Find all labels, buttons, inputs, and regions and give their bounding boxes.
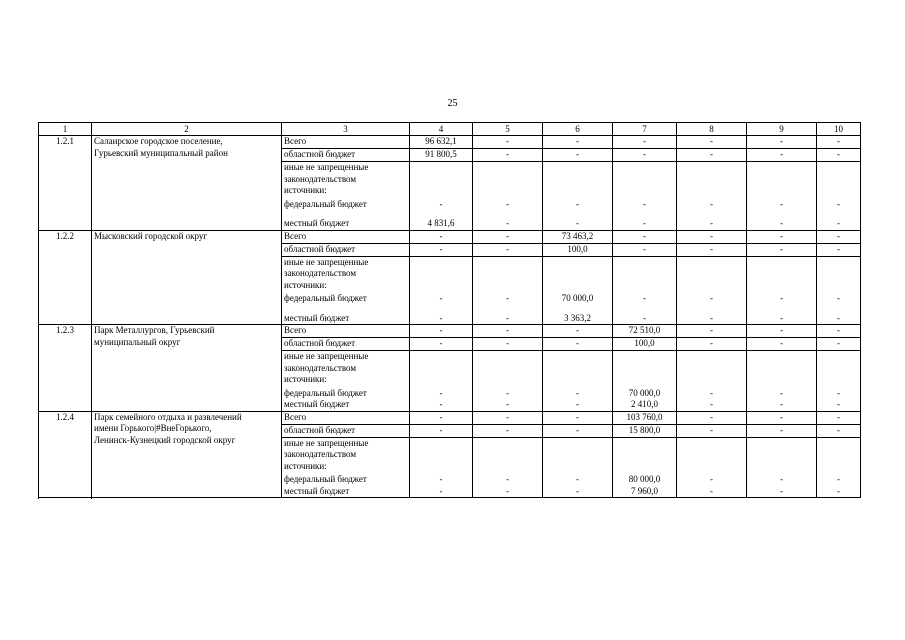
source-other-line: иные не запрещенные	[284, 162, 369, 172]
spacer	[819, 210, 858, 218]
value-cell: -	[473, 424, 543, 437]
value-cell-block	[613, 351, 677, 412]
source-other-line: источники:	[284, 279, 327, 290]
spacer	[615, 351, 674, 388]
local-value: -	[710, 399, 713, 409]
value-cell: -	[543, 136, 613, 149]
local-value: -	[439, 312, 443, 323]
value-cell: -	[747, 149, 817, 162]
value-cell: -	[677, 325, 747, 338]
value-cell: -	[817, 424, 861, 437]
local-value: -	[780, 218, 783, 228]
federal-value: -	[837, 387, 840, 398]
value-cell: -	[410, 411, 473, 424]
value-cell: -	[747, 338, 817, 351]
source-regional: областной бюджет	[282, 424, 410, 437]
header-cell: 9	[747, 123, 817, 136]
value-cell-block	[473, 256, 543, 325]
item-name	[92, 230, 282, 325]
value-cell: -	[677, 149, 747, 162]
spacer	[475, 305, 540, 313]
spacer	[412, 162, 470, 199]
spacer	[475, 210, 540, 218]
federal-value: -	[576, 198, 579, 209]
local-value: -	[837, 399, 840, 409]
item-name-line: Ленинск-Кузнецкий городской округ	[94, 434, 236, 445]
value-cell-block	[473, 351, 543, 412]
value-cell-block	[543, 437, 613, 498]
value-cell: -	[410, 338, 473, 351]
value-cell: -	[473, 136, 543, 149]
federal-value: -	[710, 474, 713, 484]
value-cell-block	[543, 351, 613, 412]
value-cell-block	[677, 162, 747, 231]
value-cell-block	[677, 256, 747, 325]
federal-value: -	[439, 198, 443, 209]
spacer	[679, 305, 744, 313]
spacer	[615, 257, 674, 294]
federal-value: -	[837, 293, 840, 303]
value-cell-block	[747, 437, 817, 498]
value-cell: -	[613, 136, 677, 149]
federal-value: 80 000,0	[628, 474, 661, 484]
value-cell: -	[613, 230, 677, 243]
header-cell: 10	[817, 123, 861, 136]
spacer	[749, 351, 814, 388]
header-cell: 4	[410, 123, 473, 136]
federal-value: -	[837, 198, 840, 209]
spacer	[615, 438, 674, 475]
value-cell: 96 632,1	[410, 136, 473, 149]
value-cell: -	[543, 149, 613, 162]
item-name-line: имени Горького|#ВнеГорького,	[94, 423, 212, 433]
local-value: 4 831,6	[427, 218, 455, 228]
federal-value: -	[439, 387, 443, 398]
federal-value: -	[439, 474, 443, 484]
spacer	[412, 305, 470, 313]
spacer	[615, 162, 674, 199]
source-other-line: законодательством	[284, 173, 357, 184]
federal-value: -	[780, 198, 783, 209]
source-other-block	[282, 256, 410, 325]
value-cell: -	[677, 243, 747, 256]
spacer	[819, 162, 858, 199]
value-cell-block	[747, 351, 817, 412]
local-value: -	[780, 485, 783, 496]
spacer	[679, 351, 744, 388]
local-value: -	[710, 485, 713, 496]
table-row	[39, 325, 861, 338]
source-other-line: законодательством	[284, 268, 357, 278]
value-cell: -	[817, 325, 861, 338]
header-cell: 2	[92, 123, 282, 136]
local-value: -	[506, 399, 509, 409]
source-federal: федеральный бюджет	[284, 293, 367, 303]
federal-value: -	[506, 198, 509, 209]
page-number: 25	[447, 98, 458, 109]
local-value: -	[506, 218, 509, 228]
value-cell: -	[747, 230, 817, 243]
spacer	[615, 305, 674, 313]
spacer	[475, 257, 540, 294]
item-name-line: Парк Металлургов, Гурьевский	[94, 325, 215, 335]
source-other-line: законодательством	[284, 362, 357, 373]
value-cell-block	[543, 162, 613, 231]
spacer	[679, 257, 744, 294]
budget-table	[38, 122, 861, 498]
spacer	[412, 257, 470, 294]
local-value: -	[576, 485, 579, 496]
spacer	[749, 257, 814, 294]
value-cell: -	[677, 338, 747, 351]
local-value: -	[643, 312, 646, 323]
source-total: Всего	[282, 230, 410, 243]
source-local: местный бюджет	[284, 312, 350, 323]
item-number: 1.2.1	[39, 136, 92, 231]
item-name	[92, 136, 282, 231]
value-cell-block	[817, 351, 861, 412]
value-cell: -	[817, 243, 861, 256]
federal-value: -	[439, 293, 443, 303]
value-cell: -	[410, 325, 473, 338]
value-cell-block	[677, 351, 747, 412]
value-cell: -	[817, 149, 861, 162]
value-cell: -	[677, 411, 747, 424]
federal-value: -	[506, 387, 509, 398]
value-cell-block	[410, 162, 473, 231]
value-cell-block	[410, 351, 473, 412]
source-other-line: источники:	[284, 460, 327, 471]
value-cell: -	[677, 136, 747, 149]
value-cell-block	[473, 437, 543, 498]
source-federal: федеральный бюджет	[284, 198, 367, 209]
spacer	[749, 162, 814, 199]
source-total: Всего	[282, 411, 410, 424]
local-value: 7 960,0	[631, 485, 658, 496]
header-cell: 7	[613, 123, 677, 136]
local-value: -	[837, 218, 840, 228]
value-cell: -	[473, 338, 543, 351]
federal-value: -	[643, 293, 646, 303]
local-value: -	[439, 399, 443, 409]
item-name-line: Гурьевский муниципальный район	[94, 147, 228, 158]
spacer	[412, 438, 470, 475]
spacer	[412, 210, 470, 218]
value-cell: -	[410, 243, 473, 256]
item-number: 1.2.2	[39, 230, 92, 325]
value-cell: -	[473, 149, 543, 162]
value-cell-block	[613, 437, 677, 498]
source-regional: областной бюджет	[282, 243, 410, 256]
header-row	[39, 123, 861, 136]
header-cell: 6	[543, 123, 613, 136]
value-cell: -	[473, 230, 543, 243]
source-regional: областной бюджет	[282, 149, 410, 162]
local-value: -	[439, 485, 443, 496]
item-name-line: Парк семейного отдыха и развлечений	[94, 411, 242, 422]
item-name-line: муниципальный округ	[94, 336, 181, 347]
local-value: -	[780, 399, 783, 409]
local-value: -	[576, 218, 579, 228]
source-federal: федеральный бюджет	[284, 474, 367, 484]
federal-value: -	[710, 198, 713, 209]
spacer	[749, 210, 814, 218]
value-cell: 72 510,0	[613, 325, 677, 338]
value-cell: -	[747, 411, 817, 424]
value-cell: 103 760,0	[613, 411, 677, 424]
local-value: 2 410,0	[631, 399, 658, 409]
source-total: Всего	[282, 136, 410, 149]
spacer	[284, 305, 407, 313]
local-value: -	[576, 399, 579, 409]
header-cell: 3	[282, 123, 410, 136]
federal-value: -	[780, 474, 783, 484]
federal-value: -	[576, 474, 579, 484]
value-cell: -	[473, 325, 543, 338]
value-cell-block	[817, 162, 861, 231]
item-number: 1.2.4	[39, 411, 92, 498]
source-local: местный бюджет	[284, 399, 350, 409]
spacer	[475, 162, 540, 199]
spacer	[749, 438, 814, 475]
header-cell: 8	[677, 123, 747, 136]
value-cell: -	[747, 424, 817, 437]
spacer	[749, 305, 814, 313]
source-other-line: законодательством	[284, 449, 357, 459]
value-cell: -	[613, 243, 677, 256]
federal-value: -	[710, 387, 713, 398]
source-total: Всего	[282, 325, 410, 338]
federal-value: -	[837, 474, 840, 484]
local-value: -	[710, 312, 713, 323]
value-cell-block	[473, 162, 543, 231]
value-cell: 100,0	[543, 243, 613, 256]
value-cell: 15 800,0	[613, 424, 677, 437]
item-name	[92, 325, 282, 412]
federal-value: -	[643, 198, 646, 209]
header-cell: 1	[39, 123, 92, 136]
source-regional: областной бюджет	[282, 338, 410, 351]
spacer	[475, 351, 540, 388]
spacer	[545, 305, 610, 313]
local-value: 3 363,2	[564, 312, 591, 323]
source-other-block	[282, 162, 410, 231]
source-other-block	[282, 437, 410, 498]
value-cell: -	[677, 424, 747, 437]
header-cell: 5	[473, 123, 543, 136]
value-cell: 91 800,5	[410, 149, 473, 162]
spacer	[545, 257, 610, 294]
spacer	[819, 438, 858, 475]
value-cell: -	[543, 411, 613, 424]
spacer	[819, 351, 858, 388]
value-cell-block	[613, 162, 677, 231]
source-other-line: иные не запрещенные	[284, 351, 369, 361]
value-cell-block	[410, 256, 473, 325]
spacer	[819, 305, 858, 313]
value-cell-block	[817, 437, 861, 498]
value-cell: -	[677, 230, 747, 243]
local-value: -	[780, 312, 783, 323]
value-cell-block	[747, 256, 817, 325]
item-name-line: Салаирское городское поселение,	[94, 136, 223, 146]
spacer	[679, 162, 744, 199]
source-other-line: источники:	[284, 374, 327, 384]
federal-value: 70 000,0	[561, 293, 594, 303]
table-row	[39, 136, 861, 149]
spacer	[545, 162, 610, 199]
source-other-block	[282, 351, 410, 412]
federal-value: -	[780, 293, 783, 303]
federal-value: 70 000,0	[628, 387, 661, 398]
spacer	[284, 210, 407, 218]
value-cell-block	[747, 162, 817, 231]
federal-value: -	[506, 474, 509, 484]
value-cell: 100,0	[613, 338, 677, 351]
value-cell: -	[817, 136, 861, 149]
value-cell: -	[747, 136, 817, 149]
federal-value: -	[710, 293, 713, 303]
value-cell-block	[817, 256, 861, 325]
value-cell-block	[410, 437, 473, 498]
value-cell: -	[543, 338, 613, 351]
local-value: -	[837, 485, 840, 496]
source-local: местный бюджет	[284, 485, 350, 496]
spacer	[545, 438, 610, 475]
source-other-line: иные не запрещенные	[284, 256, 369, 267]
value-cell: -	[747, 243, 817, 256]
value-cell: -	[410, 424, 473, 437]
value-cell: -	[817, 230, 861, 243]
item-name	[92, 411, 282, 498]
federal-value: -	[780, 387, 783, 398]
source-federal: федеральный бюджет	[284, 387, 367, 398]
value-cell-block	[677, 437, 747, 498]
spacer	[412, 351, 470, 388]
local-value: -	[643, 218, 646, 228]
spacer	[545, 210, 610, 218]
source-local: местный бюджет	[284, 218, 350, 228]
spacer	[475, 438, 540, 475]
local-value: -	[506, 485, 509, 496]
value-cell: -	[747, 325, 817, 338]
local-value: -	[837, 312, 840, 323]
value-cell: 73 463,2	[543, 230, 613, 243]
spacer	[679, 438, 744, 475]
value-cell: -	[543, 424, 613, 437]
table-row	[39, 230, 861, 243]
value-cell: -	[613, 149, 677, 162]
value-cell-block	[613, 256, 677, 325]
spacer	[679, 210, 744, 218]
spacer	[615, 210, 674, 218]
item-name-line: Мысковский городской округ	[94, 230, 208, 241]
federal-value: -	[506, 293, 509, 303]
table-row	[39, 411, 861, 424]
value-cell: -	[473, 243, 543, 256]
source-other-line: источники:	[284, 185, 327, 195]
value-cell-block	[543, 256, 613, 325]
item-number: 1.2.3	[39, 325, 92, 412]
local-value: -	[710, 218, 713, 228]
federal-value: -	[576, 387, 579, 398]
value-cell: -	[817, 338, 861, 351]
local-value: -	[506, 312, 509, 323]
source-other-line: иные не запрещенные	[284, 437, 369, 448]
value-cell: -	[410, 230, 473, 243]
value-cell: -	[473, 411, 543, 424]
spacer	[545, 351, 610, 388]
value-cell: -	[543, 325, 613, 338]
spacer	[819, 257, 858, 294]
value-cell: -	[817, 411, 861, 424]
